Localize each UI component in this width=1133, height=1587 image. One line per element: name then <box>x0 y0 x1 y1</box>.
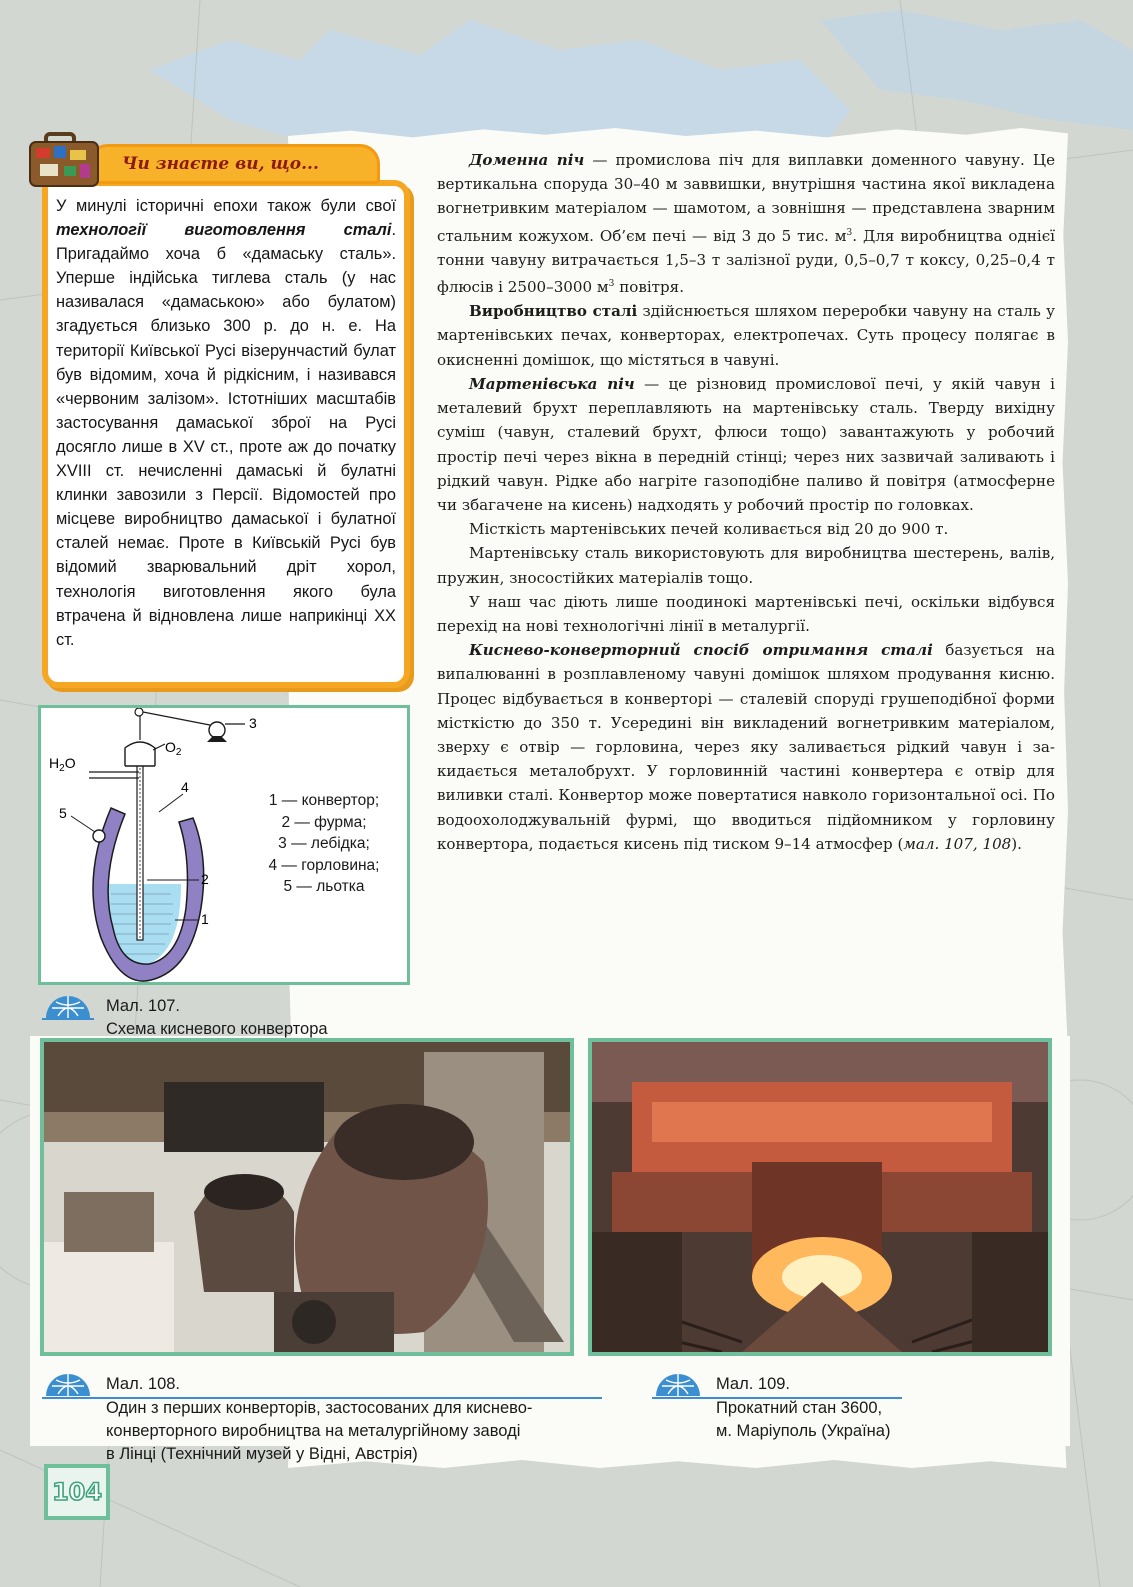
legend-item: 3 — лебідка; <box>278 835 370 852</box>
sidebar-text-2: . Пригадаймо хоча б «дамаську сталь». Уперше індійська тиглева сталь (у нас називалася «дамаською» або булатом) згадується близько 300 р. до н. е. На території Київської Русі візерунчастий булат був відомим, хоча й рідкісним, і називався «червоним залізом». Істотніших масштабів застосування дамаської зброї на Русі досягло лише в XV ст., проте аж до початку XVIII ст. нечисленні дамаські й булатні клинки завозили з Персії. Відомостей про місцеве виробництво дамаської і булатної сталей немає. Проте в Київській Русі був відомий зварювальний дріт хорол, технологія виготовлення якого була втрачена й відновлена лише наприкінці XX ст. <box>56 221 396 649</box>
legend-item: 1 — конвертор; <box>268 792 380 809</box>
legend-item: 4 — горловина; <box>268 856 380 874</box>
paragraph-capacity: Місткість мартенівських печей коливається від 20 до 900 т. <box>469 520 949 539</box>
did-you-know-title: Чи знаєте ви, що... <box>122 154 319 174</box>
globe-icon <box>42 990 94 1020</box>
photo-rolling-mill <box>588 1038 1052 1356</box>
paragraph-uses: Мартенівську сталь використовують для виробництва шестерень, валів, пружин, зносостійких матеріалів тощо. <box>437 544 1055 587</box>
diagram-num-5: 5 <box>59 805 67 821</box>
figure-108-caption-line: конверторного виробництва на металургійному заводі <box>106 1422 521 1440</box>
figure-108-caption-line: в Лінці (Технічний музей у Відні, Австрія) <box>106 1445 418 1463</box>
page-number: 104 <box>44 1464 110 1520</box>
legend-item: 2 — фурма; <box>281 813 367 831</box>
figure-109-caption-line: м. Маріуполь (Україна) <box>716 1422 891 1440</box>
diagram-num-1: 1 <box>201 911 209 927</box>
paragraph-modern: У наш час діють лише поодинокі мартенівські печі, оскільки відбувся перехід на нові технологічні лінії в металургії. <box>437 592 1055 635</box>
figure-109-caption-line: Прокатний стан 3600, <box>716 1399 883 1417</box>
diagram-legend <box>249 790 399 898</box>
diagram-num-2: 2 <box>201 871 209 887</box>
figure-107-caption: Схема кисневого конвертора <box>106 1020 328 1038</box>
diagram-num-3: 3 <box>249 715 257 731</box>
sidebar-text-1: У минулі історичні епохи також були свої <box>56 197 396 215</box>
main-text <box>437 148 1055 856</box>
converter-diagram <box>38 705 410 985</box>
paragraph-blast-furnace: Доменна піч — промислова піч для виплавки доменного чавуну. Це вертикальна споруда 30–40 м заввишки, внутрішня частина якої викладена вогнетривким матеріалом — шамотом, а зовнішня — представлена зварним стальним кожухом. Об’єм печі — від 3 до 5 тис. $м^3$. Для виробництва однієї тонни чавуну витрачається 1,5–3 т залізної руди, 0,5–0,7 т коксу, 0,25–0,4 т флюсів і 2500–3000 $м^3$ повітря. <box>437 151 1055 297</box>
paragraph-oxygen-converter: Киснево-конверторний спосіб отримання сталі базується на випалюванні в розплавленому чавуні домішок шляхом продування кисню. Процес відбувається в конверторі — сталевій споруді грушеподібної форми місткістю до 350 т. Усередині він викладений вогнетривким матеріалом, зверху є отвір — горловина, через яку заливається рідкий чавун і закидається металобрухт. У горловинній частині конвертера є отвір для виливки сталі. Конвертор може повертатися навколо горизонтальної осі. По водоохолоджувальній фурмі, що вводиться підйомником у горловину конвертора, подається кисень під тиском 9–14 атмосфер (мал. 107, 108). <box>437 641 1055 853</box>
photo-converter-museum <box>40 1038 574 1356</box>
diagram-num-4: 4 <box>181 779 189 795</box>
figure-108-number: Мал. 108. <box>106 1375 181 1393</box>
sidebar-text-term: технології виготовлення сталі <box>56 221 392 240</box>
figure-107-number: Мал. 107. <box>106 997 181 1015</box>
paragraph-open-hearth: Мартенівська піч — це різновид промислової печі, у якій чавун і металевий брухт переплавляють на мартенівську сталь. Тверду вихідну суміш (чавун, сталевий брухт, флюси тощо) завантажують у робочий простір печі через вікна в передній стінці; через них зазвичай заливають і рідкий чавун. Рідке або нагріте газоподібне паливо й повітря (атмосферне чи збагачене на кисень) надходять у робочий простір по головках. <box>437 374 1055 514</box>
diagram-h2o-label: $H_2O$ <box>49 755 76 774</box>
figure-109-number: Мал. 109. <box>716 1375 791 1393</box>
did-you-know-text <box>56 194 396 652</box>
globe-icon <box>652 1368 704 1398</box>
suitcase-icon <box>26 132 102 188</box>
diagram-o2-label: $O_2$ <box>165 739 182 758</box>
figure-108-caption-line: Один з перших конверторів, застосованих для киснево- <box>106 1399 533 1417</box>
globe-icon <box>42 1368 94 1398</box>
paragraph-steel-production: Виробництво сталі здійснюється шляхом переробки чавуну на сталь у мартенівських печах, конверторах, електропечах. Суть процесу полягає в окисненні домішок, що містяться в чавуні. <box>437 302 1055 369</box>
legend-item: 5 — льотка <box>283 878 365 895</box>
